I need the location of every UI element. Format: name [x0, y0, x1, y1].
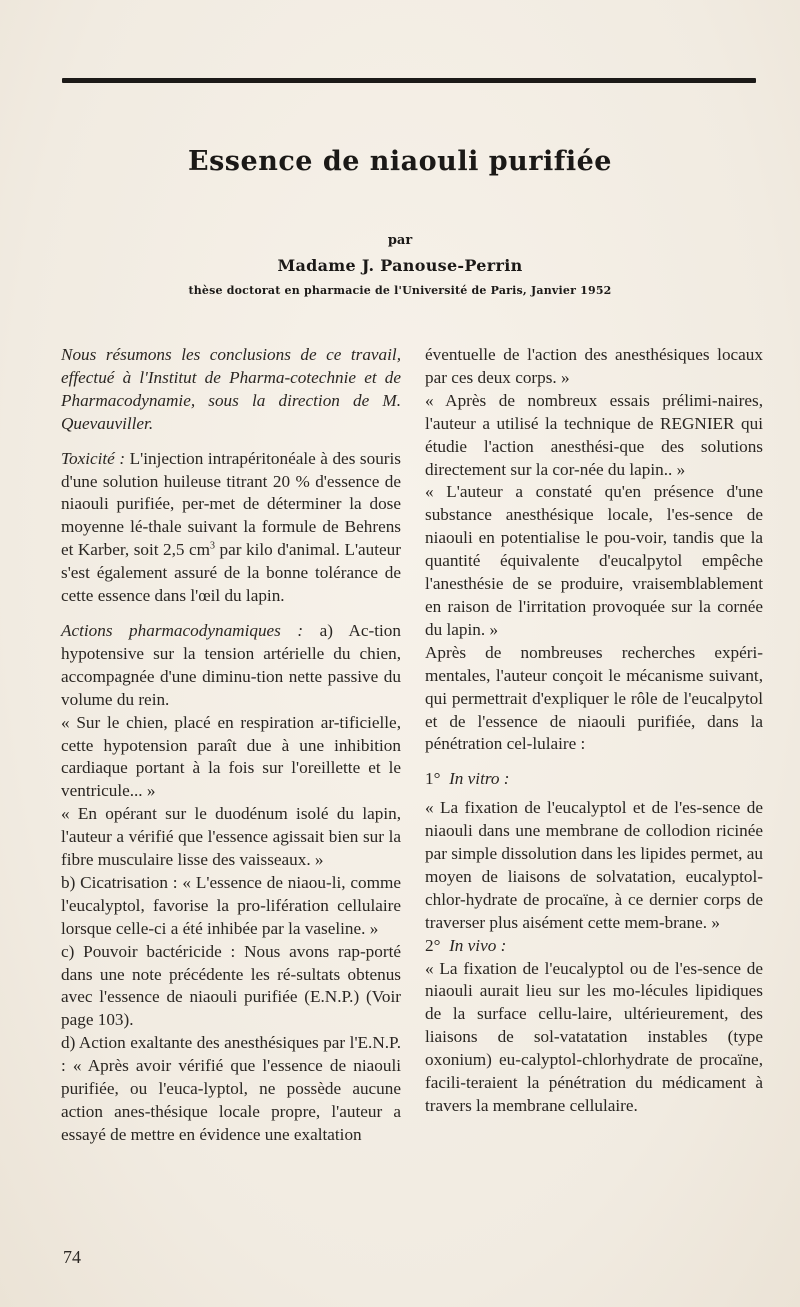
exaltante-paragraph: d) Action exaltante des anesthésiques par l'E.N.P. : « Après avoir vérifié que l'essence de niaouli purifiée, ou l'euca-lyptol, ne possède aucune action anes-thésique locale propre, l'auteur a essayé de mettre en évidence une exaltation	[61, 1033, 401, 1144]
regnier-paragraph: « Après de nombreux essais prélimi-naires, l'auteur a utilisé la technique de REGNIER qui étudie l'action anesthési-que des solutions directement sur la cor-née du lapin.. »	[425, 390, 763, 479]
quote-chien-paragraph: « Sur le chien, placé en respiration ar-tificielle, cette hypotension paraît due à une inhibition cardiaque portant à la fois sur l'oreillette et le ventricule... »	[61, 712, 401, 801]
byline-author: Madame J. Panouse-Perrin	[277, 256, 523, 275]
in-vitro-paragraph: « La fixation de l'eucalyptol et de l'es-sence de niaouli dans une membrane de collodion ricinée par simple dissolution dans les lipides permet, au moyen de liaisons de solvatation, eucalyptol-chlor-hydrate de procaïne, à ce dernier corps de traverser plus aisément cette mem-brane. »	[425, 798, 763, 932]
top-rule	[62, 78, 756, 83]
actions-text: a) Ac-tion hypotensive sur la tension artérielle du chien, accompagnée d'une diminu-tion nette passive du volume du rein.	[61, 620, 401, 709]
toxicite-paragraph	[61, 448, 401, 608]
right-column	[425, 344, 763, 1118]
in-vitro-number: 1°	[425, 769, 441, 789]
mecanisme-paragraph: Après de nombreuses recherches expéri-mentales, l'auteur conçoit le mécanisme suivant, qui permettrait d'expliquer le rôle de l'eucalpytol et de l'essence de niaouli purifiée, dans la pénétration cel-lulaire :	[425, 642, 763, 754]
intro-paragraph: Nous résumons les conclusions de ce travail, effectué à l'Institut de Pharma-cotechnie et de Pharmacodynamie, sous la direction de M. Quevauviller.	[61, 345, 401, 433]
in-vivo-heading	[425, 935, 763, 958]
toxicite-label: Toxicité :	[61, 448, 126, 468]
in-vivo-label: In vivo :	[449, 935, 507, 955]
article-title: Essence de niaouli purifiée	[188, 146, 612, 177]
constate-paragraph: « L'auteur a constaté qu'en présence d'une substance anesthésique locale, l'es-sence de niaouli en potentialise le pou-voir, tandis que la quantité équivalente d'eucalpytol empêche l'anesthésie de se produire, vraisemblablement en raison de l'irritation provoquée sur la cornée du lapin. »	[425, 482, 763, 639]
in-vitro-label: In vitro :	[449, 769, 510, 789]
toxicite-superscript: 3	[210, 540, 216, 552]
in-vivo-number: 2°	[425, 935, 441, 955]
actions-paragraph	[61, 620, 401, 712]
in-vitro-heading	[425, 768, 763, 791]
byline-par: par	[387, 233, 413, 248]
byline-thesis: thèse doctorat en pharmacie de l'Université de Paris, Janvier 1952	[188, 284, 612, 297]
left-column	[61, 344, 401, 1147]
bactericide-paragraph: c) Pouvoir bactéricide : Nous avons rap-porté dans une note précédente les ré-sultats obtenus avec l'essence de niaouli purifiée (E.N.P.) (Voir page 103).	[61, 941, 401, 1030]
continuation-paragraph: éventuelle de l'action des anesthésiques locaux par ces deux corps. »	[425, 345, 763, 387]
in-vivo-paragraph: « La fixation de l'eucalyptol ou de l'es-sence de niaouli aurait lieu sur les mo-lécules lipidiques de la surface cellu-laire, ultérieurement, des liaisons de sol-vatatation instables (type oxonium) eu-calyptol-chlorhydrate de procaïne, facili-teraient la pénétration du médicament à travers la membrane cellulaire.	[425, 958, 763, 1115]
cicatrisation-paragraph: b) Cicatrisation : « L'essence de niaou-li, comme l'eucalyptol, favorise la pro-lifération cellulaire lorsque celle-ci a été inhibée par la vaseline. »	[61, 872, 401, 938]
quote-duodenum-paragraph: « En opérant sur le duodénum isolé du lapin, l'auteur a vérifié que l'essence agissait bien sur la fibre musculaire lisse des vaisseaux. »	[61, 804, 401, 870]
toxicite-text-b: par kilo d'animal. L'auteur s'est également assuré de la bonne tolérance de cette essence dans l'œil du lapin.	[61, 540, 401, 606]
toxicite-text-a: L'injection intrapéritonéale à des souris d'une solution huileuse titrant 20 % d'essence de niaouli purifiée, per-met de déterminer la dose moyenne lé-thale suivant la formule de Behrens et Karber, soit 2,5 cm	[61, 448, 401, 560]
page-number: 74	[63, 1247, 81, 1267]
actions-label: Actions pharmacodynamiques :	[61, 620, 304, 640]
